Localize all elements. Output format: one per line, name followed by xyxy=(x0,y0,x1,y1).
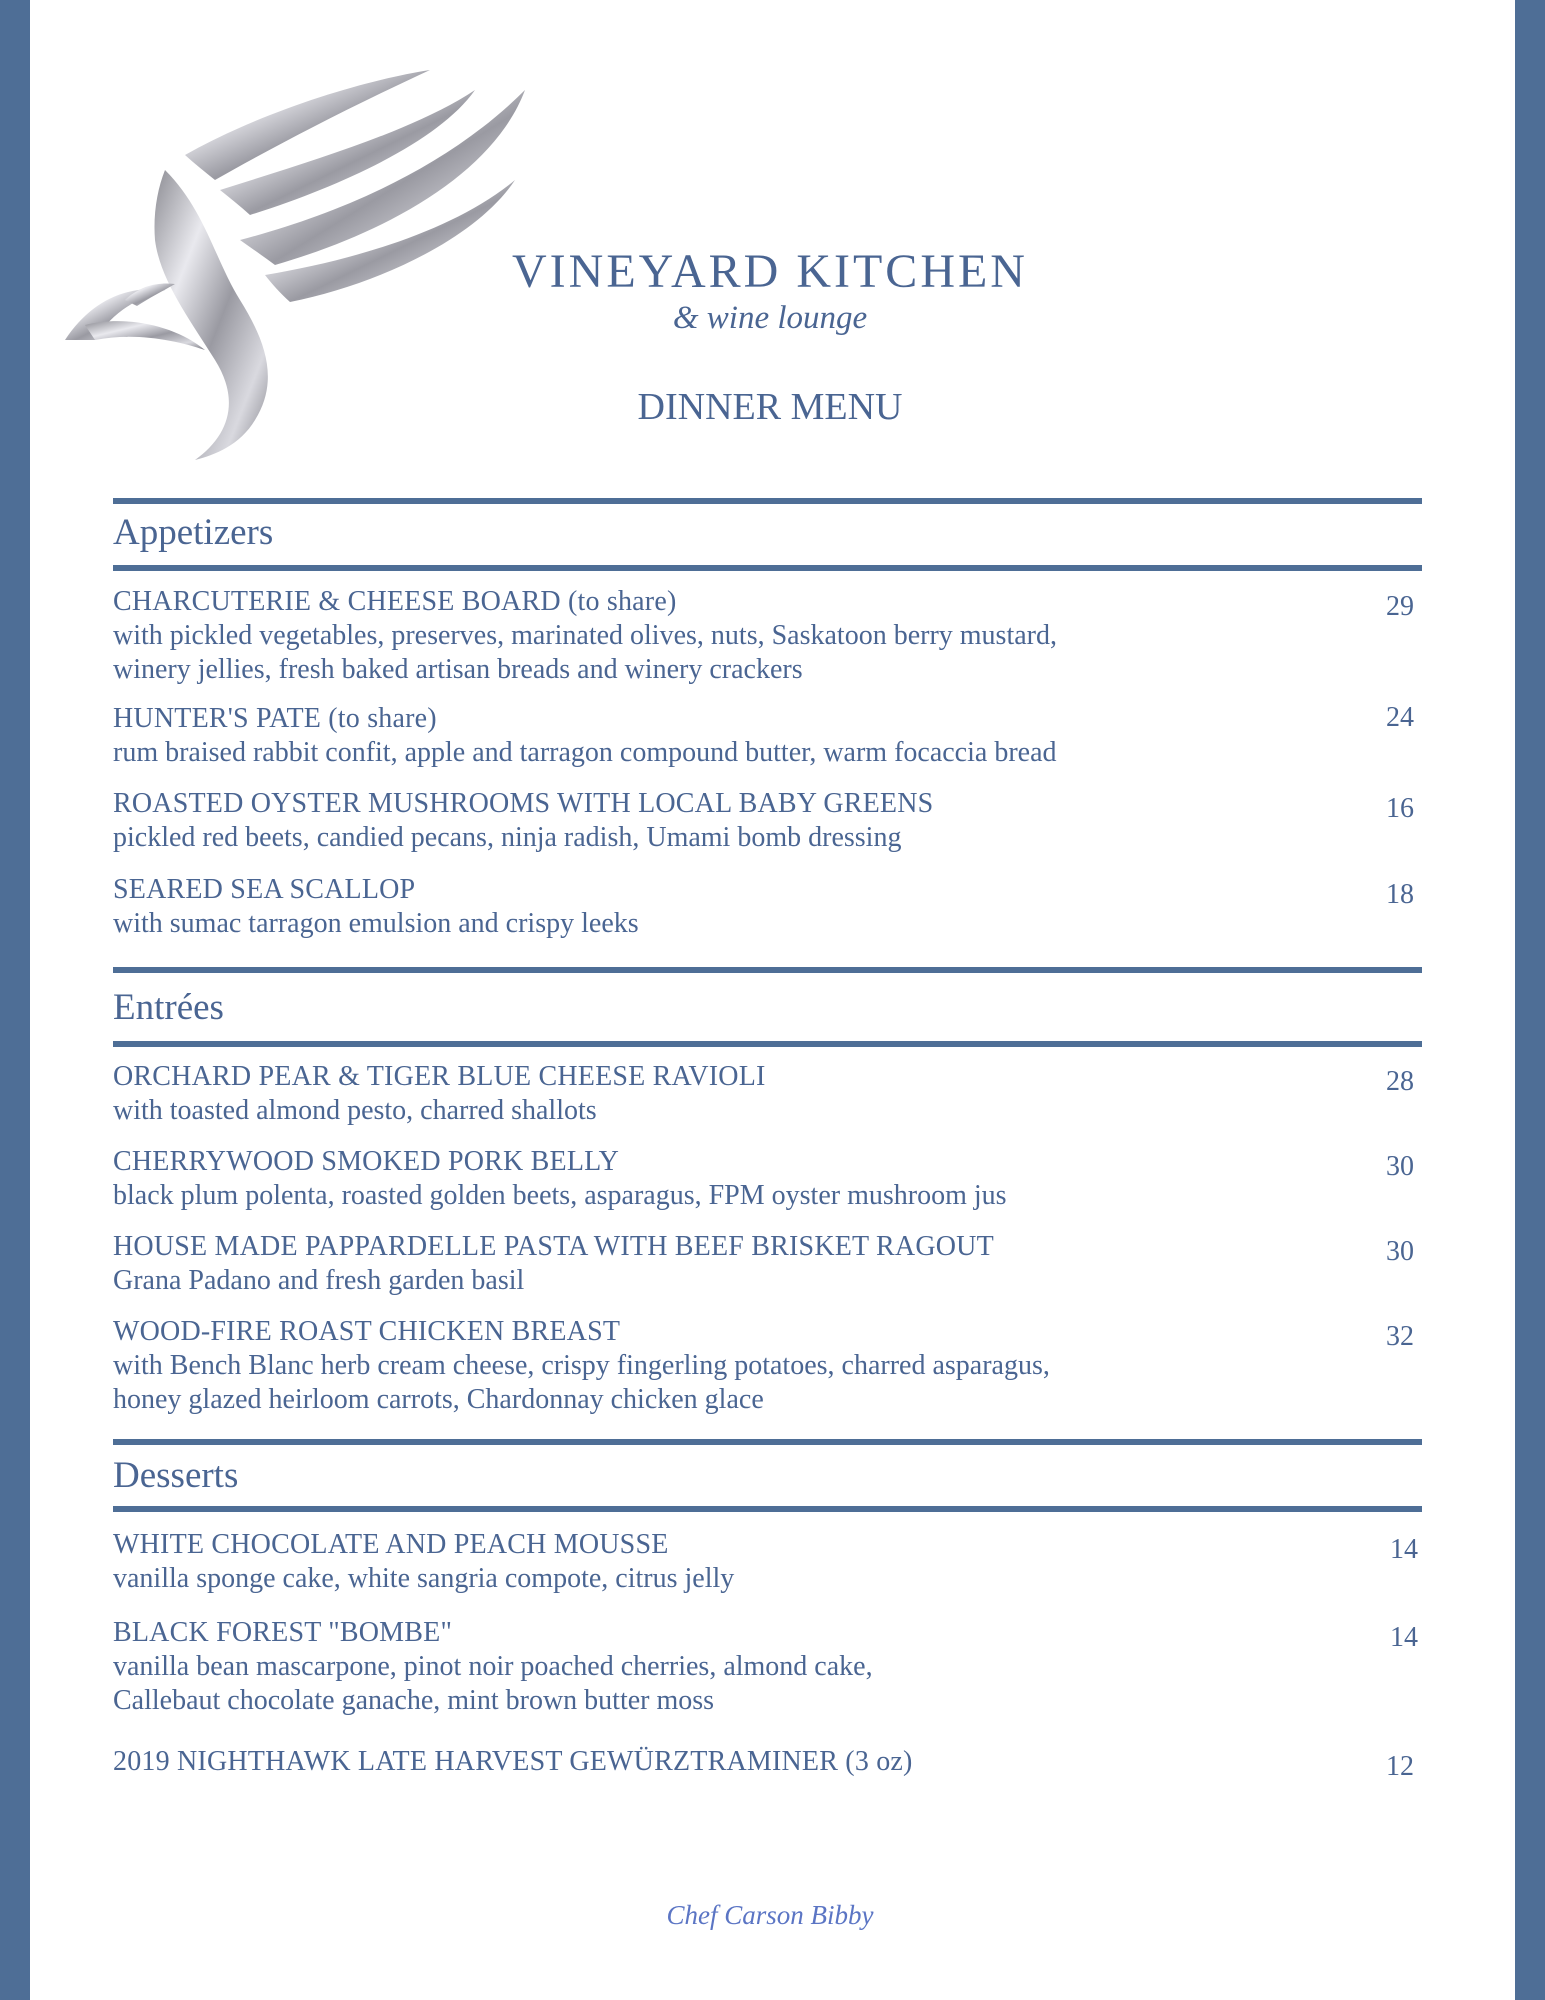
item-description: vanilla sponge cake, white sangria compote, citrus jelly xyxy=(113,1563,735,1594)
item-name: WHITE CHOCOLATE AND PEACH MOUSSE xyxy=(113,1529,669,1560)
menu-item xyxy=(113,1528,1422,1596)
item-price: 24 xyxy=(1386,702,1414,733)
item-name: HUNTER'S PATE (to share) xyxy=(113,703,437,734)
menu-title: DINNER MENU xyxy=(637,386,903,428)
item-name: HOUSE MADE PAPPARDELLE PASTA WITH BEEF BRISKET RAGOUT xyxy=(113,1231,994,1262)
item-description: black plum polenta, roasted golden beets, asparagus, FPM oyster mushroom jus xyxy=(113,1180,1007,1211)
item-description: vanilla bean mascarpone, pinot noir poached cherries, almond cake, xyxy=(113,1651,873,1682)
item-name: WOOD-FIRE ROAST CHICKEN BREAST xyxy=(113,1316,621,1347)
section-title-desserts: Desserts xyxy=(113,1455,239,1496)
section-divider xyxy=(113,1439,1422,1445)
right-border xyxy=(1515,0,1545,2000)
menu-item xyxy=(113,585,1422,687)
item-name: ROASTED OYSTER MUSHROOMS WITH LOCAL BABY GREENS xyxy=(113,788,934,819)
section-divider xyxy=(113,1506,1422,1512)
chef-signature: Chef Carson Bibby xyxy=(666,1900,874,1930)
menu-item xyxy=(113,702,1422,770)
item-price: 32 xyxy=(1386,1321,1414,1352)
item-description: with pickled vegetables, preserves, marinated olives, nuts, Saskatoon berry mustard, xyxy=(113,620,1057,651)
item-name: 2019 NIGHTHAWK LATE HARVEST GEWÜRZTRAMINER (3 oz) xyxy=(113,1746,913,1777)
item-price: 18 xyxy=(1386,879,1414,910)
restaurant-tagline: & wine lounge xyxy=(672,300,868,336)
item-description: winery jellies, fresh baked artisan breads and winery crackers xyxy=(113,654,803,685)
menu-item xyxy=(113,1315,1422,1417)
menu-item xyxy=(113,873,1422,941)
item-description: Grana Padano and fresh garden basil xyxy=(113,1265,525,1296)
item-price: 30 xyxy=(1386,1236,1414,1267)
section-divider xyxy=(113,565,1422,571)
menu-item xyxy=(113,1230,1422,1298)
item-name: CHERRYWOOD SMOKED PORK BELLY xyxy=(113,1146,620,1177)
left-border xyxy=(0,0,30,2000)
item-price: 16 xyxy=(1386,793,1414,824)
item-price: 30 xyxy=(1386,1151,1414,1182)
section-divider xyxy=(113,1041,1422,1047)
item-description: with sumac tarragon emulsion and crispy leeks xyxy=(113,908,639,939)
item-description: pickled red beets, candied pecans, ninja radish, Umami bomb dressing xyxy=(113,822,902,853)
section-divider xyxy=(113,967,1422,973)
item-name: BLACK FOREST "BOMBE" xyxy=(113,1617,453,1648)
menu-item xyxy=(113,1745,1422,1782)
menu-item xyxy=(113,1616,1422,1718)
menu-item xyxy=(113,1145,1422,1213)
item-price: 14 xyxy=(1390,1622,1418,1653)
item-description: Callebaut chocolate ganache, mint brown butter moss xyxy=(113,1685,715,1716)
restaurant-name: VINEYARD KITCHEN xyxy=(512,245,1028,298)
menu-item xyxy=(113,787,1422,855)
item-description: honey glazed heirloom carrots, Chardonnay chicken glace xyxy=(113,1384,764,1415)
section-title-entrees: Entrées xyxy=(113,987,224,1028)
item-price: 29 xyxy=(1386,591,1414,622)
item-price: 12 xyxy=(1386,1751,1414,1782)
item-price: 28 xyxy=(1386,1066,1414,1097)
menu-item xyxy=(113,1060,1422,1128)
section-title-appetizers: Appetizers xyxy=(113,512,274,553)
item-name: CHARCUTERIE & CHEESE BOARD (to share) xyxy=(113,586,677,617)
item-description: rum braised rabbit confit, apple and tarragon compound butter, warm focaccia bread xyxy=(113,737,1057,768)
item-name: ORCHARD PEAR & TIGER BLUE CHEESE RAVIOLI xyxy=(113,1061,766,1092)
item-description: with Bench Blanc herb cream cheese, crispy fingerling potatoes, charred asparagus, xyxy=(113,1350,1050,1381)
section-divider xyxy=(113,498,1422,504)
item-name: SEARED SEA SCALLOP xyxy=(113,874,416,905)
item-price: 14 xyxy=(1390,1534,1418,1565)
item-description: with toasted almond pesto, charred shallots xyxy=(113,1095,597,1126)
